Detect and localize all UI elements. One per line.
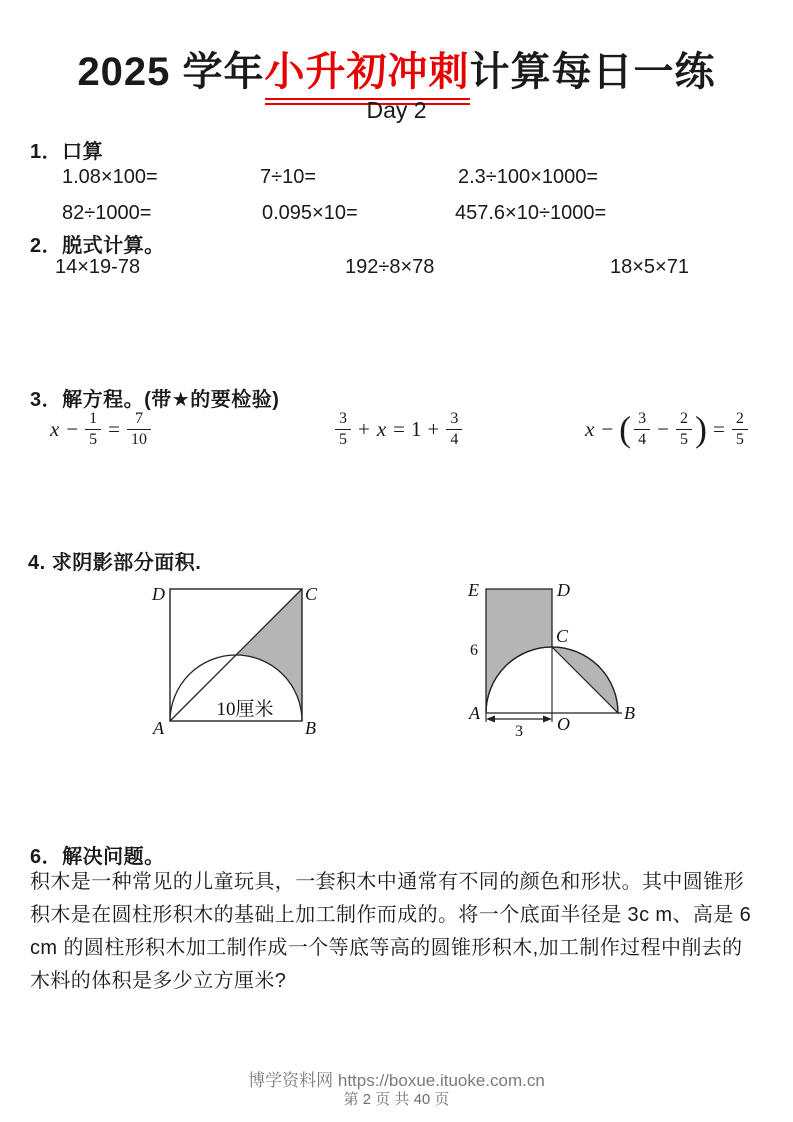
figure2-shaded-segment <box>552 647 618 713</box>
figure1-label-b: B <box>305 718 316 738</box>
equation-3: x − ( $\frac{3}{4}$ − $\frac{2}{5}$ ) = $\frac{2}{5}$ <box>583 410 750 449</box>
eq3-f2-denominator: 5 <box>680 430 689 448</box>
stepwise-problem-3: 18×5×71 <box>610 256 689 278</box>
page-subtitle: Day 2 <box>366 97 427 123</box>
figure2-height-label: 6 <box>470 642 478 659</box>
eq2-f1-denominator: 5 <box>339 430 347 448</box>
eq2-equals: = <box>393 416 406 441</box>
eq1-f1-denominator: 5 <box>89 430 98 448</box>
eq1-fraction-1 <box>85 410 101 449</box>
section2-heading: 2．脱式计算。 <box>30 235 165 257</box>
oral-problem-1: 1.08×100= <box>62 166 158 188</box>
figure2-label-o: O <box>557 714 570 734</box>
eq3-fraction-2 <box>676 410 692 449</box>
eq2-plus-2: + <box>427 416 440 441</box>
figure1-label-a: A <box>153 718 164 738</box>
footer-page-number: 第 2 页 共 40 页 <box>343 1091 450 1108</box>
figure2-label-e: E <box>468 580 479 600</box>
figure1-dimension-label: 10厘米 <box>216 699 274 720</box>
eq2-fraction-1 <box>335 410 351 449</box>
figure2-label-b: B <box>624 703 635 723</box>
eq1-fraction-2 <box>127 410 151 449</box>
eq1-f2-numerator: 7 <box>127 410 151 430</box>
figure2-arrowhead-right <box>543 716 552 723</box>
eq1-f1-numerator: 1 <box>85 410 101 430</box>
section1-heading: 1．口算 <box>30 141 104 163</box>
stepwise-problem-1: 14×19-78 <box>55 256 141 278</box>
figure2-shaded-rectangle <box>486 589 552 713</box>
title-suffix: 计算每日一练 <box>469 50 716 94</box>
oral-problem-5: 0.095×10= <box>262 202 358 224</box>
title-highlight: 小升初冲刺 <box>265 40 470 105</box>
figure2-label-d: D <box>557 580 570 600</box>
oral-problem-6: 457.6×10÷1000= <box>455 202 607 224</box>
figure1-label-c: C <box>305 584 318 604</box>
eq3-f1-denominator: 4 <box>638 430 647 448</box>
eq2-fraction-2 <box>446 410 462 449</box>
eq3-fraction-1 <box>634 410 650 449</box>
eq2-plus-1: + <box>358 416 370 441</box>
eq2-f1-numerator: 3 <box>335 410 351 430</box>
stepwise-problem-2: 192÷8×78 <box>345 256 435 278</box>
eq1-variable: x <box>50 416 60 441</box>
figure2-arrowhead-left <box>486 716 495 723</box>
page-title <box>0 40 793 105</box>
title-prefix: 2025 学年 <box>77 50 265 94</box>
word-problem-line-2: 积木是在圆柱形积木的基础上加工制作而成的。将一个底面半径是 3c m、高是 6 <box>30 904 752 926</box>
eq3-minus-1: − <box>601 416 614 441</box>
oral-problem-3: 2.3÷100×1000= <box>458 166 598 188</box>
eq2-variable: x <box>376 416 387 441</box>
eq2-one: 1 <box>411 416 422 441</box>
section3-heading: 3．解方程。(带★的要检验) <box>30 389 280 411</box>
footer-site-link: 博学资料网 https://boxue.ituoke.com.cn <box>248 1071 545 1090</box>
section6-heading: 6．解决问题。 <box>30 846 165 868</box>
eq1-equals: = <box>108 416 121 441</box>
oral-problem-2: 7÷10= <box>260 166 317 188</box>
figure1-square-semicircle <box>140 572 340 742</box>
eq3-fraction-3 <box>732 410 748 449</box>
eq3-minus-2: − <box>657 416 670 441</box>
eq3-equals: = <box>713 416 725 441</box>
word-problem-text <box>30 866 770 998</box>
eq2-f2-denominator: 4 <box>450 430 459 448</box>
eq3-f3-numerator: 2 <box>732 410 748 430</box>
section4-heading: 4. 求阴影部分面积. <box>28 552 202 574</box>
eq3-variable: x <box>585 416 595 441</box>
eq3-f3-denominator: 5 <box>735 430 744 448</box>
eq1-f2-denominator: 10 <box>131 430 148 448</box>
word-problem-line-4: 木料的体积是多少立方厘米? <box>30 970 287 992</box>
figure2-label-a: A <box>469 703 480 723</box>
word-problem-line-1: 积木是一种常见的儿童玩具，一套积木中通常有不同的颜色和形状。其中圆锥形 <box>30 871 744 893</box>
figure2-label-c: C <box>556 626 569 646</box>
eq2-f2-numerator: 3 <box>446 410 462 430</box>
figure1-label-d: D <box>152 584 165 604</box>
figure2-radius-label: 3 <box>515 723 523 740</box>
eq3-f1-numerator: 3 <box>634 410 650 430</box>
equation-1 <box>48 410 153 449</box>
eq3-f2-numerator: 2 <box>676 410 692 430</box>
oral-problem-4: 82÷1000= <box>62 202 152 224</box>
equation-2 <box>333 410 464 449</box>
figure2-rect-semicircle <box>440 570 670 745</box>
eq1-minus: − <box>66 416 79 441</box>
word-problem-line-3: cm 的圆柱形积木加工制作成一个等底等高的圆锥形积木,加工制作过程中削去的 <box>30 937 743 959</box>
